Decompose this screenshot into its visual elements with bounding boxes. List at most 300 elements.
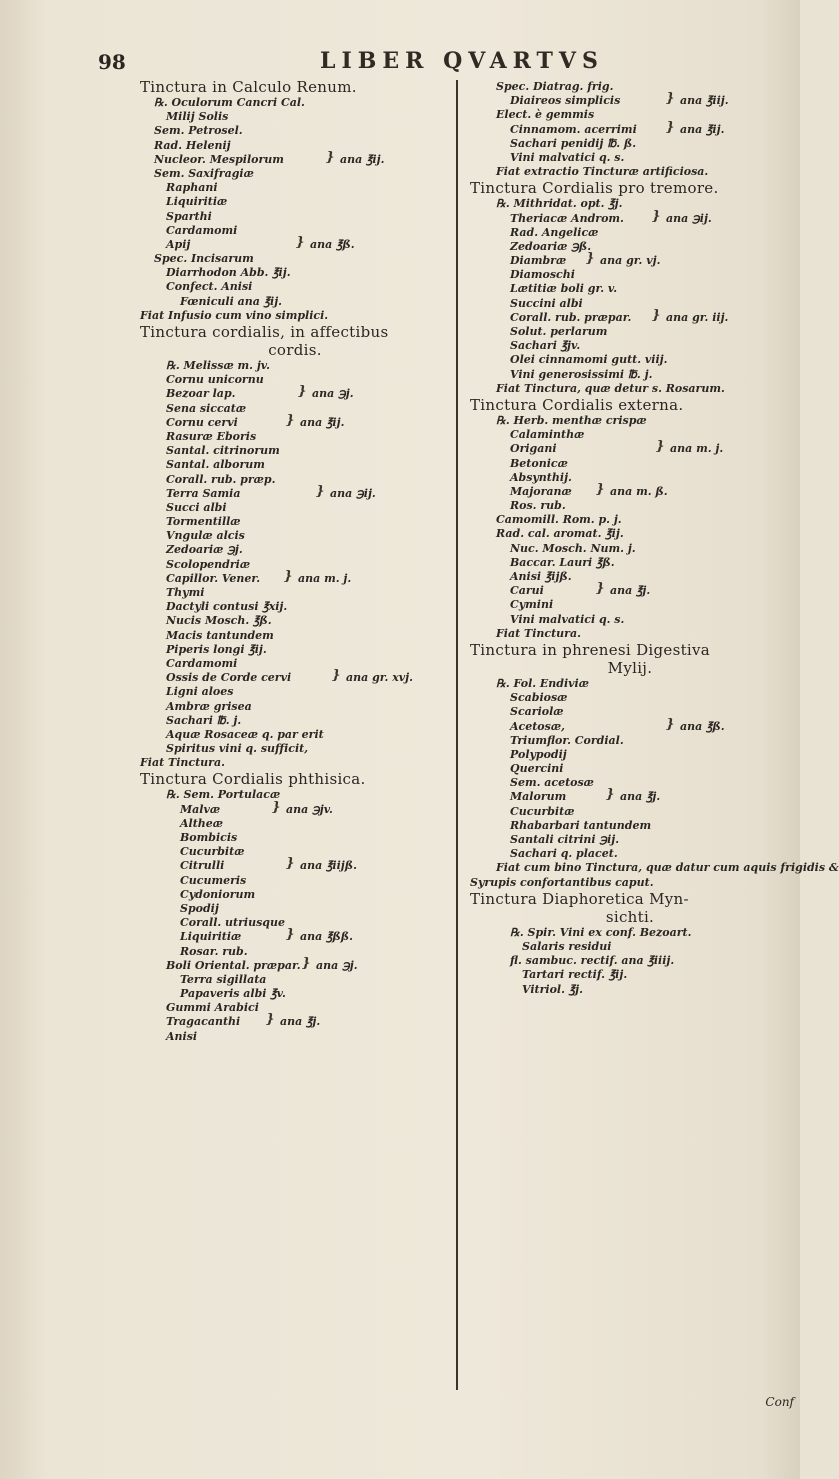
recipe-line bbox=[140, 973, 450, 987]
ingredient-text: Piperis longi ℥ij. bbox=[166, 642, 267, 656]
dose-text: ana ℈j. bbox=[312, 387, 354, 401]
recipe-line bbox=[470, 926, 790, 940]
recipe-heading bbox=[470, 659, 790, 677]
recipe-line bbox=[140, 1001, 450, 1015]
recipe-line bbox=[470, 307, 790, 325]
ingredient-text: Santal. citrinorum bbox=[166, 444, 280, 458]
ingredient-text: Gummi Arabici bbox=[166, 1001, 259, 1015]
recipe-line bbox=[140, 643, 450, 657]
ingredient-text: ℞. Fol. Endiviæ bbox=[496, 676, 589, 690]
recipe-line bbox=[140, 501, 450, 515]
ingredient-text: Macis tantundem bbox=[166, 628, 274, 642]
ingredient-text: Sachari ℥jv. bbox=[510, 339, 581, 353]
recipe-line bbox=[470, 748, 790, 762]
heading-text: Tinctura cordialis, in affectibus bbox=[140, 323, 389, 341]
ingredient-text: Rad. cal. aromat. ℥ij. bbox=[496, 527, 624, 541]
brace-mark: } bbox=[656, 439, 665, 455]
recipe-line bbox=[470, 581, 790, 598]
ingredient-text: Cucurbitæ bbox=[510, 804, 575, 818]
recipe-line bbox=[140, 916, 450, 930]
ingredient-text: Rhabarbari tantundem bbox=[510, 818, 652, 832]
brace-mark: } bbox=[586, 251, 595, 267]
heading-text: Tinctura Cordialis pro tremore. bbox=[470, 179, 719, 198]
recipe-line bbox=[140, 714, 450, 728]
ingredient-text: Bombicis bbox=[180, 831, 238, 844]
recipe-line bbox=[140, 149, 450, 167]
brace-mark: } bbox=[596, 481, 605, 497]
recipe-line bbox=[140, 210, 450, 224]
recipe-line bbox=[140, 252, 450, 266]
recipe-line bbox=[140, 458, 450, 472]
recipe-line bbox=[470, 165, 790, 179]
recipe-line bbox=[140, 700, 450, 714]
recipe-line bbox=[470, 80, 790, 94]
recipe-line bbox=[470, 787, 790, 804]
ingredient-text: Diaireos simplicis bbox=[510, 94, 621, 108]
ingredient-text: Fiat cum bino Tinctura, quæ datur cum aquis frigidis & bbox=[496, 861, 839, 875]
ingredient-text: Nuc. Mosch. Num. j. bbox=[510, 541, 636, 555]
ingredient-text: Bezoar lap. bbox=[166, 387, 236, 401]
ingredient-text: Zedoariæ ℈ß. bbox=[510, 239, 592, 253]
heading-text: Tinctura in Calculo Renum. bbox=[140, 78, 357, 96]
brace-mark: } bbox=[652, 307, 661, 323]
recipe-line bbox=[140, 987, 450, 1001]
brace-mark: } bbox=[652, 208, 661, 224]
ingredient-text: Cucurbitæ bbox=[180, 845, 245, 859]
ingredient-text: Vitriol. ℥j. bbox=[522, 982, 583, 996]
ingredient-text: Elect. è gemmis bbox=[496, 108, 595, 122]
recipe-line bbox=[140, 515, 450, 529]
recipe-line bbox=[470, 91, 790, 108]
recipe-line bbox=[470, 481, 790, 499]
recipe-line bbox=[140, 817, 450, 831]
dose-text: ana ℥ij. bbox=[680, 122, 725, 136]
recipe-line bbox=[470, 197, 790, 211]
ingredient-text: Fœniculi ana ℥ij. bbox=[180, 294, 282, 308]
brace-mark: } bbox=[266, 1012, 275, 1028]
recipe-line bbox=[140, 295, 450, 309]
ingredient-text: Sena siccatæ bbox=[166, 401, 247, 415]
ingredient-text: Scariolæ bbox=[510, 705, 564, 719]
recipe-line bbox=[140, 473, 450, 487]
recipe-line bbox=[140, 945, 450, 959]
ingredient-text: Thymi bbox=[166, 586, 205, 599]
ingredient-text: Confect. Anisi bbox=[166, 280, 253, 294]
ingredient-text: Vini malvatici q. s. bbox=[510, 150, 625, 164]
ingredient-text: Rad. Angelicæ bbox=[510, 225, 599, 239]
recipe-line bbox=[140, 1012, 450, 1029]
recipe-line bbox=[140, 856, 450, 873]
recipe-line bbox=[470, 297, 790, 311]
recipe-line bbox=[140, 902, 450, 916]
left-column bbox=[140, 78, 450, 1044]
ingredient-text: Diarrhodon Abb. ℥ij. bbox=[166, 266, 291, 280]
recipe-line bbox=[470, 208, 790, 226]
ingredient-text: Corall. rub. præpar. bbox=[510, 310, 632, 324]
dose-text: ana m. j. bbox=[670, 442, 724, 456]
recipe-line bbox=[470, 251, 790, 268]
ingredient-text: Anisi ℥ijß. bbox=[510, 570, 572, 583]
ingredient-text: Sachari penidij ℔. ß. bbox=[510, 136, 637, 150]
ingredient-text: Corall. utriusque bbox=[180, 916, 285, 930]
recipe-line bbox=[470, 627, 790, 641]
dose-text: ana ℥iijß. bbox=[300, 859, 357, 873]
recipe-line bbox=[140, 668, 450, 685]
recipe-line bbox=[470, 968, 790, 982]
recipe-line bbox=[470, 819, 790, 833]
ingredient-text: Sparthi bbox=[166, 209, 212, 223]
ingredient-text: Apij bbox=[166, 237, 191, 251]
ingredient-text: Tartari rectif. ℥ij. bbox=[522, 968, 628, 982]
brace-mark: } bbox=[316, 483, 325, 499]
recipe-line bbox=[470, 108, 790, 122]
recipe-line bbox=[470, 691, 790, 705]
ingredient-text: ℞. Spir. Vini ex conf. Bezoart. bbox=[510, 925, 692, 939]
ingredient-text: Rasuræ Eboris bbox=[166, 429, 257, 443]
recipe-line bbox=[470, 382, 790, 396]
brace-mark: } bbox=[298, 384, 307, 400]
ingredient-text: Fiat Tinctura. bbox=[140, 756, 225, 770]
heading-text: cordis. bbox=[268, 341, 322, 359]
recipe-line bbox=[140, 181, 450, 195]
catchword: Conf bbox=[765, 1395, 794, 1409]
ingredient-text: ℞. Melissæ m. jv. bbox=[166, 359, 270, 372]
recipe-line bbox=[140, 529, 450, 543]
ingredient-text: ℞. Oculorum Cancri Cal. bbox=[154, 96, 305, 109]
recipe-heading bbox=[470, 890, 790, 908]
brace-mark: } bbox=[606, 787, 615, 803]
ingredient-text: Cydoniorum bbox=[180, 887, 256, 901]
ingredient-text: Cucumeris bbox=[180, 873, 247, 887]
recipe-line bbox=[470, 353, 790, 367]
recipe-heading bbox=[470, 179, 790, 197]
ingredient-text: Cardamomi bbox=[166, 223, 238, 237]
ingredient-text: Boli Oriental. præpar. bbox=[166, 958, 301, 972]
ingredient-text: Malvæ bbox=[180, 802, 221, 816]
brace-mark: } bbox=[302, 955, 311, 971]
ingredient-text: Milij Solis bbox=[166, 110, 229, 124]
recipe-line bbox=[140, 384, 450, 401]
dose-text: ana ℥j. bbox=[280, 1015, 321, 1029]
recipe-line bbox=[470, 151, 790, 165]
recipe-line bbox=[470, 876, 790, 890]
column-divider bbox=[456, 80, 458, 1390]
ingredient-text: Calaminthæ bbox=[510, 428, 585, 442]
dose-text: ana ℥ß. bbox=[310, 237, 355, 251]
ingredient-text: Santal. alborum bbox=[166, 458, 265, 472]
recipe-line bbox=[470, 499, 790, 513]
recipe-line bbox=[140, 927, 450, 944]
recipe-line bbox=[140, 195, 450, 209]
dose-text: ana m. j. bbox=[298, 571, 352, 585]
dose-text: ana ℈j. bbox=[316, 958, 358, 972]
recipe-line bbox=[470, 847, 790, 861]
recipe-line bbox=[140, 788, 450, 802]
ingredient-text: Fiat Tinctura, quæ detur s. Rosarum. bbox=[496, 381, 725, 395]
ingredient-text: Sem. Saxifragiæ bbox=[154, 166, 254, 180]
recipe-line bbox=[140, 742, 450, 756]
ingredient-text: ℞. Herb. menthæ crispæ bbox=[496, 413, 647, 427]
ingredient-text: Altheæ bbox=[180, 816, 224, 830]
ingredient-text: Liquiritiæ bbox=[166, 195, 228, 209]
ingredient-text: Spec. Incisarum bbox=[154, 252, 254, 266]
ingredient-text: Cardamomi bbox=[166, 656, 238, 670]
dose-text: ana ℥j. bbox=[620, 790, 661, 804]
recipe-line bbox=[140, 756, 450, 770]
ingredient-text: ℞. Sem. Portulacæ bbox=[166, 788, 281, 802]
recipe-line bbox=[470, 734, 790, 748]
ingredient-text: Spec. Diatrag. frig. bbox=[496, 80, 614, 93]
page-header bbox=[0, 50, 800, 80]
recipe-line bbox=[140, 657, 450, 671]
ingredient-text: Fiat extractio Tincturæ artificiosa. bbox=[496, 165, 709, 179]
dose-text: ana m. ß. bbox=[610, 484, 668, 498]
ingredient-text: Santali citrini ℈ij. bbox=[510, 833, 620, 846]
brace-mark: } bbox=[666, 91, 675, 107]
ingredient-text: Tragacanthi bbox=[166, 1015, 241, 1029]
ingredient-text: Lætitiæ boli gr. v. bbox=[510, 282, 618, 296]
ingredient-text: Raphani bbox=[166, 181, 218, 195]
recipe-line bbox=[470, 570, 790, 584]
ingredient-text: Syrupis confortantibus caput. bbox=[470, 875, 654, 889]
dose-text: ana gr. xvj. bbox=[346, 671, 413, 685]
recipe-line bbox=[140, 874, 450, 888]
page-number: 98 bbox=[98, 50, 126, 74]
dose-text: ana ℈ij. bbox=[330, 486, 376, 500]
brace-mark: } bbox=[286, 927, 295, 943]
recipe-line bbox=[470, 282, 790, 296]
heading-text: sichti. bbox=[605, 907, 655, 926]
dose-text: ana ℈jv. bbox=[286, 802, 333, 816]
recipe-line bbox=[140, 430, 450, 444]
recipe-line bbox=[140, 224, 450, 238]
recipe-heading bbox=[140, 770, 450, 788]
recipe-line bbox=[140, 402, 450, 416]
ingredient-text: Malorum bbox=[510, 790, 567, 804]
recipe-line bbox=[470, 137, 790, 151]
brace-mark: } bbox=[326, 149, 335, 165]
recipe-line bbox=[470, 368, 790, 382]
ingredient-text: Zedoariæ ℈j. bbox=[166, 543, 243, 557]
recipe-line bbox=[140, 799, 450, 817]
ingredient-text: Scabiosæ bbox=[510, 691, 568, 705]
ingredient-text: Nucis Mosch. ℥ß. bbox=[166, 614, 272, 628]
dose-text: ana ℥j. bbox=[610, 584, 651, 598]
recipe-line bbox=[140, 543, 450, 557]
recipe-line bbox=[470, 954, 790, 968]
heading-text: Tinctura in phrenesi Digestiva bbox=[470, 640, 711, 659]
recipe-line bbox=[470, 940, 790, 954]
recipe-heading bbox=[470, 641, 790, 659]
recipe-line bbox=[140, 955, 450, 973]
brace-mark: } bbox=[286, 856, 295, 872]
ingredient-text: Carui bbox=[510, 584, 544, 598]
recipe-line bbox=[140, 845, 450, 859]
recipe-line bbox=[470, 226, 790, 240]
recipe-line bbox=[470, 705, 790, 719]
recipe-line bbox=[140, 167, 450, 181]
ingredient-text: Citrulli bbox=[180, 859, 225, 873]
brace-mark: } bbox=[272, 799, 281, 815]
right-column bbox=[470, 80, 839, 997]
ingredient-text: Terra Samia bbox=[166, 486, 241, 500]
recipe-line bbox=[140, 629, 450, 643]
ingredient-text: Cornu cervi bbox=[166, 415, 238, 429]
ingredient-text: Nucleor. Mespilorum bbox=[154, 152, 284, 166]
heading-text: Tinctura Cordialis externa. bbox=[470, 395, 684, 414]
ingredient-text: Cymini bbox=[510, 598, 554, 612]
ingredient-text: Succini albi bbox=[510, 296, 583, 310]
ingredient-text: Majoranæ bbox=[510, 484, 572, 498]
recipe-line bbox=[140, 309, 450, 323]
recipe-line bbox=[140, 1030, 450, 1044]
brace-mark: } bbox=[332, 668, 341, 684]
recipe-line bbox=[140, 685, 450, 699]
recipe-line bbox=[470, 268, 790, 282]
brace-mark: } bbox=[296, 234, 305, 250]
ingredient-text: Vini generosissimi ℔. j. bbox=[510, 367, 653, 381]
ingredient-text: Sem. acetosæ bbox=[510, 776, 594, 790]
recipe-line bbox=[140, 728, 450, 742]
recipe-line bbox=[470, 527, 790, 541]
brace-mark: } bbox=[596, 581, 605, 597]
recipe-line bbox=[140, 266, 450, 280]
ingredient-text: Rosar. rub. bbox=[180, 944, 248, 958]
ingredient-text: Diamoschi bbox=[510, 268, 575, 282]
brace-mark: } bbox=[286, 412, 295, 428]
ingredient-text: fl. sambuc. rectif. ana ℥iiij. bbox=[510, 954, 675, 968]
brace-mark: } bbox=[666, 716, 675, 732]
recipe-line bbox=[470, 983, 790, 997]
recipe-line bbox=[140, 600, 450, 614]
heading-text: Tinctura Diaphoretica Myn- bbox=[470, 889, 689, 908]
ingredient-text: Spodij bbox=[180, 901, 219, 915]
ingredient-text: Tormentillæ bbox=[166, 515, 241, 529]
ingredient-text: Vngulæ alcis bbox=[166, 529, 245, 543]
recipe-line bbox=[470, 414, 790, 428]
recipe-line bbox=[140, 558, 450, 572]
ingredient-text: Sachari q. placet. bbox=[510, 847, 618, 861]
recipe-line bbox=[470, 556, 790, 570]
ingredient-text: Aquæ Rosaceæ q. par erit bbox=[166, 727, 324, 741]
dose-text: ana ℥ßß. bbox=[300, 930, 353, 944]
ingredient-text: Cornu unicornu bbox=[166, 373, 264, 387]
recipe-heading bbox=[140, 341, 450, 359]
ingredient-text: Vini malvatici q. s. bbox=[510, 612, 625, 626]
recipe-line bbox=[470, 598, 790, 612]
recipe-line bbox=[140, 234, 450, 252]
ingredient-text: Cinnamom. acerrimi bbox=[510, 122, 637, 136]
recipe-line bbox=[470, 762, 790, 776]
ingredient-text: Liquiritiæ bbox=[180, 930, 242, 944]
ingredient-text: Polypodij bbox=[510, 747, 567, 761]
dose-text: ana gr. vj. bbox=[600, 254, 661, 268]
ingredient-text: Sachari ℔. j. bbox=[166, 713, 242, 727]
ingredient-text: Terra sigillata bbox=[180, 972, 267, 986]
dose-text: ana ℥iij. bbox=[680, 94, 729, 108]
recipe-line bbox=[470, 119, 790, 137]
ingredient-text: Ambræ grisea bbox=[166, 699, 252, 713]
ingredient-text: Origani bbox=[510, 442, 557, 456]
recipe-line bbox=[470, 428, 790, 442]
recipe-line bbox=[140, 831, 450, 845]
ingredient-text: Theriacæ Androm. bbox=[510, 211, 624, 225]
recipe-line bbox=[140, 359, 450, 373]
recipe-line bbox=[140, 568, 450, 586]
recipe-line bbox=[140, 124, 450, 138]
recipe-line bbox=[470, 542, 790, 556]
dose-text: ana ℥ß. bbox=[680, 719, 725, 733]
recipe-line bbox=[470, 513, 790, 527]
ingredient-text: ℞. Mithridat. opt. ℥j. bbox=[496, 197, 623, 211]
ingredient-text: Ossis de Corde cervi bbox=[166, 671, 292, 685]
brace-mark: } bbox=[284, 568, 293, 584]
ingredient-text: Olei cinnamomi gutt. viij. bbox=[510, 353, 668, 367]
ingredient-text: Salaris residui bbox=[522, 939, 612, 953]
ingredient-text: Quercini bbox=[510, 762, 564, 776]
ingredient-text: Anisi bbox=[166, 1029, 198, 1043]
ingredient-text: Succi albi bbox=[166, 500, 227, 514]
ingredient-text: Corall. rub. præp. bbox=[166, 472, 276, 486]
dose-text: ana ℈ij. bbox=[666, 211, 712, 225]
recipe-line bbox=[470, 677, 790, 691]
recipe-line bbox=[140, 444, 450, 458]
ingredient-text: Papaveris albi ℥v. bbox=[180, 987, 286, 1001]
ingredient-text: Diambræ bbox=[510, 254, 567, 268]
recipe-heading bbox=[140, 323, 450, 341]
heading-text: Mylij. bbox=[607, 658, 653, 677]
recipe-line bbox=[470, 339, 790, 353]
dose-text: ana ℥ij. bbox=[300, 415, 345, 429]
running-title: LIBER QVARTVS bbox=[320, 48, 604, 74]
recipe-heading bbox=[470, 908, 790, 926]
recipe-line bbox=[140, 888, 450, 902]
recipe-line bbox=[470, 716, 790, 734]
ingredient-text: Camomill. Rom. p. j. bbox=[496, 513, 622, 527]
ingredient-text: Solut. perlarum bbox=[510, 325, 608, 338]
recipe-line bbox=[140, 373, 450, 387]
ingredient-text: Betonicæ bbox=[510, 456, 568, 470]
ingredient-text: Sem. Petrosel. bbox=[154, 124, 243, 138]
recipe-line bbox=[470, 776, 790, 790]
ingredient-text: Dactyli contusi ℥xij. bbox=[166, 600, 288, 614]
ingredient-text: Baccar. Lauri ℥ß. bbox=[510, 555, 615, 569]
recipe-line bbox=[470, 457, 790, 471]
dose-text: ana gr. iij. bbox=[666, 310, 729, 324]
ingredient-text: Rad. Helenij bbox=[154, 138, 231, 152]
recipe-line bbox=[470, 240, 790, 254]
ingredient-text: Triumflor. Cordial. bbox=[510, 733, 624, 747]
recipe-line bbox=[470, 613, 790, 627]
ingredient-text: Spiritus vini q. sufficit, bbox=[166, 742, 309, 756]
recipe-line bbox=[140, 614, 450, 628]
recipe-line bbox=[470, 833, 790, 847]
brace-mark: } bbox=[666, 119, 675, 135]
heading-text: Tinctura Cordialis phthisica. bbox=[140, 770, 366, 789]
ingredient-text: Fiat Infusio cum vino simplici. bbox=[140, 308, 329, 322]
recipe-line bbox=[470, 439, 790, 456]
ingredient-text: Capillor. Vener. bbox=[166, 571, 261, 585]
recipe-line bbox=[470, 805, 790, 819]
dose-text: ana ℥ij. bbox=[340, 152, 385, 166]
recipe-line bbox=[140, 110, 450, 124]
ingredient-text: Fiat Tinctura. bbox=[496, 626, 581, 640]
recipe-line bbox=[140, 412, 450, 430]
ingredient-text: Ligni aloes bbox=[166, 685, 234, 699]
ingredient-text: Acetosæ, bbox=[510, 719, 565, 733]
recipe-heading bbox=[140, 78, 450, 96]
recipe-line bbox=[140, 139, 450, 153]
